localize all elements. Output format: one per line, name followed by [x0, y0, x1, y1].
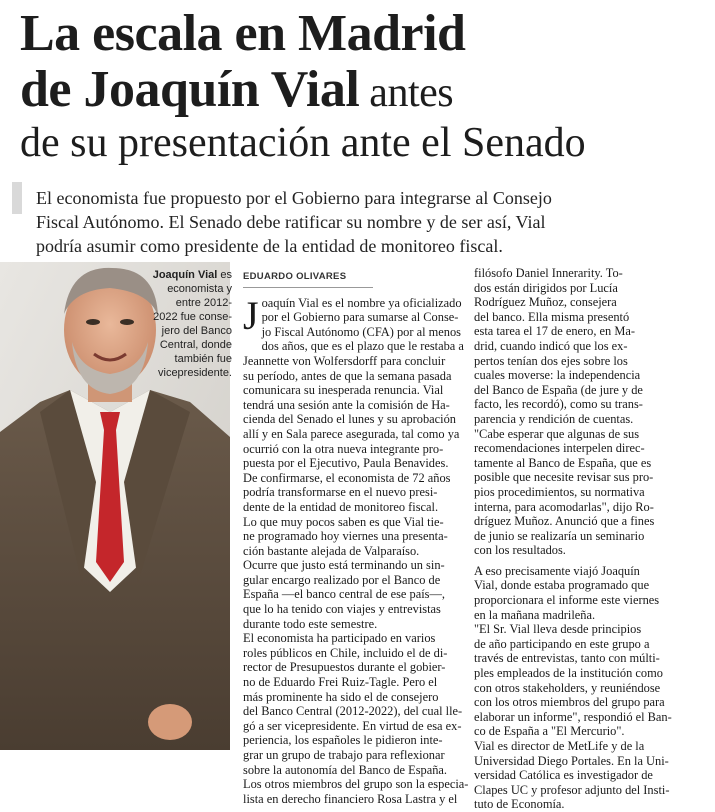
body-line: lista en derecho financiero Rosa Lastra y el [243, 791, 458, 806]
body-line: proporcionara el informe este viernes [474, 593, 660, 608]
lead-line: podría asumir como presidente de la entidad de monitoreo fiscal. [36, 236, 503, 256]
headline-line-2-rest: antes [359, 70, 454, 116]
body-line: Ocurre que justo está terminando un sin- [243, 558, 445, 573]
body-line: periencia, los españoles le pidieron inte- [243, 733, 443, 748]
body-line: dríguez Muñoz. Anunció que a fines [474, 514, 655, 529]
body-line: grar un grupo de trabajo para reflexionar [243, 748, 445, 762]
body-line: por el Gobierno para sumarse al Conse- [261, 310, 459, 325]
body-line: con los otros miembros del grupo para [474, 695, 665, 710]
body-line: ples empleados de la institución como [474, 666, 663, 681]
lead-line: El economista fue propuesto por el Gobierno para integrarse al Consejo [36, 188, 552, 208]
caption-line: también fue [174, 353, 232, 365]
body-line: Jeannette von Wolfersdorff para concluir [243, 353, 446, 368]
caption-line: Central, donde [159, 339, 232, 351]
lead-marker [12, 182, 22, 214]
headline-line-1: La escala en Madrid [20, 5, 466, 62]
body-line: cienda del Senado el lunes y su aprobación [243, 412, 456, 427]
headline-line-2 [20, 62, 700, 118]
body-line: del Banco de España (de jure y de [474, 382, 643, 397]
body-line: con los resultados. [474, 543, 566, 558]
body-line: "Cabe esperar que algunas de sus [474, 426, 640, 441]
body-line: tendrá una sesión ante la comisión de Ha- [243, 397, 450, 412]
body-line: elaborar un informe", respondió el Ban- [474, 709, 672, 724]
body-line: no de Eduardo Frei Ruiz-Tagle. Pero el [243, 675, 438, 690]
body-line: Rodríguez Muñoz, consejera [474, 295, 617, 310]
body-line: del banco. Ella misma presentó [474, 309, 630, 324]
body-line: tuto de Economía. [474, 797, 565, 812]
body-line: gular encargo realizado por el Banco de [243, 572, 441, 587]
body-line: dos años, que es el plazo que le restaba a [261, 339, 464, 354]
body-line: su período, antes de que la semana pasada [243, 368, 452, 383]
headline [20, 6, 700, 168]
column-2-body [474, 266, 706, 812]
body-line: rector de Presupuestos durante el gobier- [243, 660, 446, 675]
body-line: co de España a "El Mercurio". [474, 724, 625, 739]
body-line: del Banco Central (2012-2022), del cual lle- [243, 704, 463, 719]
body-line: Lo que muy pocos saben es que Vial tie- [243, 514, 444, 529]
body-line: comunicara su inesperada renuncia. Vial [243, 383, 444, 398]
body-line: dente de la entidad de monitoreo fiscal. [243, 499, 439, 514]
body-line: versidad Católica es investigador de [474, 768, 653, 783]
body-line: ocurrió con la otra nueva integrante pro- [243, 441, 444, 456]
body-line: allí y en Sala parece asegurada, tal como ya [243, 426, 460, 441]
caption-text: es [220, 269, 232, 281]
body-line: interna, para acomodarlas", dijo Ro- [474, 499, 654, 514]
body-line: podría transformarse en el nuevo presi- [243, 485, 438, 500]
body-line: esta tarea el 17 de enero, en Ma- [474, 324, 635, 339]
body-line: que lo ha tenido con viajes y entrevistas [243, 602, 441, 617]
body-line: de año participando en este grupo a [474, 636, 650, 651]
body-line: dos están dirigidos por Lucía [474, 280, 618, 295]
body-line: Universidad Diego Portales. En la Uni- [474, 753, 669, 768]
body-line: drid, cuando indicó que los ex- [474, 338, 628, 353]
body-line: pertos tenían dos ejes sobre los [474, 353, 628, 368]
body-line: Clapes UC y profesor adjunto del Insti- [474, 782, 670, 797]
body-line: puesta por el Ejecutivo, Paula Benavides. [243, 456, 449, 471]
body-line: sobre la autonomía del Banco de España. [243, 762, 448, 777]
caption-line: entre 2012- [175, 297, 232, 309]
body-line: Vial, donde estaba programado que [474, 578, 650, 593]
photo-caption [142, 268, 232, 380]
drop-cap: J [243, 292, 259, 338]
body-line: facto, les recordó), como su trans- [474, 397, 643, 412]
article-opening [243, 292, 462, 340]
caption-line: vicepresidente. [158, 367, 232, 379]
body-line: España —el banco central de ese país—, [243, 587, 445, 602]
body-line: parencia y rendición de cuentas. [474, 411, 634, 426]
headline-line-2-bold: de Joaquín Vial [20, 61, 360, 118]
body-line: De confirmarse, el economista de 72 años [243, 470, 451, 485]
body-line: A eso precisamente viajó Joaquín [474, 563, 640, 578]
body-line: El economista ha participado en varios [243, 631, 436, 646]
body-line: cuales moverse: la independencia [474, 368, 641, 383]
article-column-2 [474, 266, 706, 812]
caption-line: jero del Banco [161, 325, 232, 337]
body-line: en la mañana madrileña. [474, 607, 596, 622]
body-line: recomendaciones interpelen direc- [474, 441, 645, 456]
body-line: pios procedimientos, su normativa [474, 484, 645, 499]
body-line: ne programado hoy viernes una presenta- [243, 529, 448, 544]
column-1-body [243, 339, 469, 806]
body-line: filósofo Daniel Innerarity. To- [474, 266, 623, 280]
body-line: de junio se realizaría un seminario [474, 528, 645, 543]
lead-line: Fiscal Autónomo. El Senado debe ratificar su nombre y de ser así, Vial [36, 212, 546, 232]
body-line: durante todo este semestre. [243, 616, 378, 631]
body-line: posible que necesite revisar sus pro- [474, 470, 654, 485]
body-line: oaquín Vial es el nombre ya oficializado [261, 295, 462, 310]
body-line: "El Sr. Vial lleva desde principios [474, 622, 642, 637]
body-line: roles públicos en Chile, incluido el de di- [243, 645, 448, 660]
body-line: jo Fiscal Autónomo (CFA) por al menos [261, 324, 461, 339]
article-column-1 [243, 270, 469, 806]
body-line: ción bastante alejada de Valparaíso. [243, 543, 420, 558]
body-line: través de entrevistas, tanto con múlti- [474, 651, 660, 666]
body-line: Vial es director de MetLife y de la [474, 739, 645, 753]
body-line: más prominente ha sido el de consejero [243, 689, 439, 704]
caption-line: economista y [167, 283, 232, 295]
caption-name: Joaquín Vial [152, 269, 218, 281]
body-line: con otros stakeholders, y reuniéndose [474, 680, 661, 695]
body-line: tamente al Banco de España, que es [474, 455, 652, 470]
body-line: gó a ser vicepresidente. En virtud de esa ex- [243, 718, 462, 733]
headline-line-3: de su presentación ante el Senado [20, 120, 586, 166]
caption-line: 2022 fue conse- [153, 311, 232, 323]
lead-paragraph [36, 186, 676, 258]
body-line: Los otros miembros del grupo son la especia- [243, 777, 469, 792]
byline: EDUARDO OLIVARES [243, 270, 373, 288]
